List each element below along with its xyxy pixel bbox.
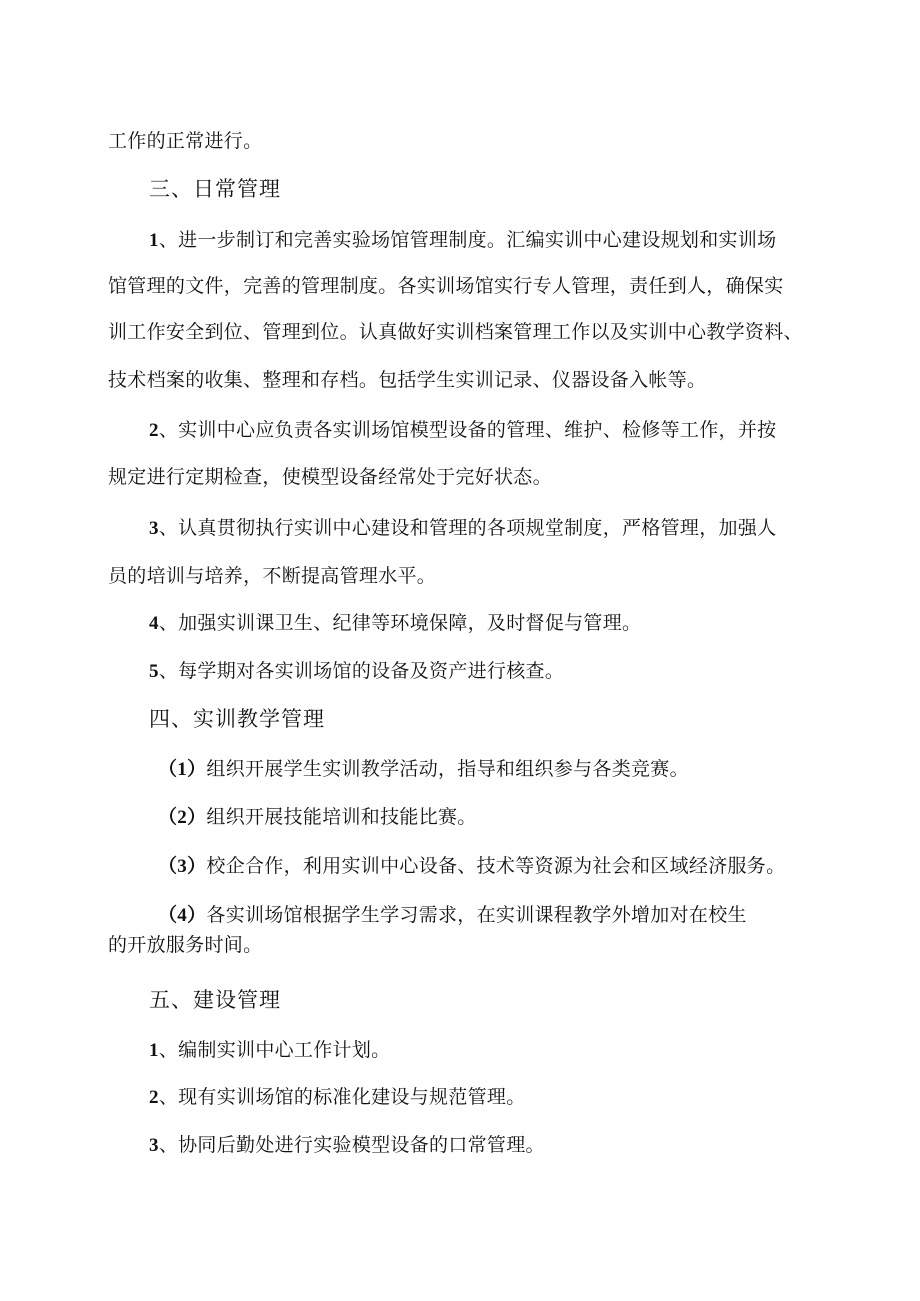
item-number: （4） [158,905,207,926]
item-construction-3 [149,1133,545,1158]
item-daily-2-line-1 [149,418,776,443]
item-number: 1 [149,230,159,251]
item-daily-5 [149,659,564,684]
item-daily-1-line-2: 馆管理的文件，完善的管理制度。各实训场馆实行专人管理，责任到人，确保实 [108,275,784,297]
item-number: 1 [149,1040,159,1061]
paragraph-line: 校企合作，利用实训中心设备、技术等资源为社会和区域经济服务。 [206,855,786,877]
paragraph-line: 认真贯彻执行实训中心建设和管理的各项规堂制度，严格管理，加强人 [178,517,777,539]
section-heading-construction: 五、建设管理 [149,988,281,1012]
item-separator: 、 [158,1086,179,1108]
paragraph-line: 各实训场馆根据学生学习需求，在实训课程教学外增加对在校生 [206,904,747,926]
paragraph-line: 实训中心应负责各实训场馆模型设备的管理、维护、检修等工作，并按 [178,419,777,441]
paragraph-line: 组织开展学生实训教学活动，指导和组织参与各类竞赛。 [206,758,689,780]
item-separator: 、 [158,612,179,634]
item-teaching-1 [158,757,689,782]
item-teaching-2 [158,805,477,830]
item-number: （3） [158,856,207,877]
item-number: 4 [149,613,159,634]
item-construction-2 [149,1085,526,1110]
item-separator: 、 [158,1134,179,1156]
paragraph-line: 进一步制订和完善实验场馆管理制度。汇编实训中心建设规划和实训场 [178,229,777,251]
item-daily-3-line-1 [149,516,776,541]
item-number: 3 [149,518,159,539]
intro-tail-text: 工作的正常进行。 [108,130,263,152]
item-daily-4 [149,611,641,636]
item-teaching-4-line-2: 的开放服务时间。 [108,934,263,956]
section-heading-teaching: 四、实训教学管理 [149,707,325,731]
paragraph-line: 每学期对各实训场馆的设备及资产进行核查。 [178,660,565,682]
section-heading-daily: 三、日常管理 [149,177,281,201]
item-teaching-4-line-1 [158,903,747,928]
item-teaching-3 [158,854,785,879]
item-number: 2 [149,420,159,441]
item-number: （1） [158,759,207,780]
item-separator: 、 [158,660,179,682]
paragraph-line: 编制实训中心工作计划。 [178,1039,391,1061]
item-daily-1-line-3: 训工作安全到位、管理到位。认真做好实训档案管理工作以及实训中心教学资料、 [108,321,803,343]
item-separator: 、 [158,1039,179,1061]
item-separator: 、 [158,517,179,539]
item-number: 3 [149,1135,159,1156]
paragraph-line: 加强实训课卫生、纪律等环境保障，及时督促与管理。 [178,612,642,634]
item-separator: 、 [158,229,179,251]
item-number: （2） [158,807,207,828]
item-construction-1 [149,1038,390,1063]
paragraph-line: 协同后勤处进行实验模型设备的口常管理。 [178,1134,545,1156]
paragraph-line: 现有实训场馆的标准化建设与规范管理。 [178,1086,526,1108]
item-number: 2 [149,1087,159,1108]
item-daily-3-line-2: 员的培训与培养，不断提高管理水平。 [108,565,437,587]
paragraph-line: 组织开展技能培训和技能比赛。 [206,806,477,828]
item-daily-1-line-4: 技术档案的收集、整理和存档。包括学生实训记录、仪器设备入帐等。 [108,369,707,391]
item-number: 5 [149,661,159,682]
item-daily-2-line-2: 规定进行定期检查，使模型设备经常处于完好状态。 [108,466,552,488]
item-separator: 、 [158,419,179,441]
item-daily-1-line-1 [149,228,776,253]
